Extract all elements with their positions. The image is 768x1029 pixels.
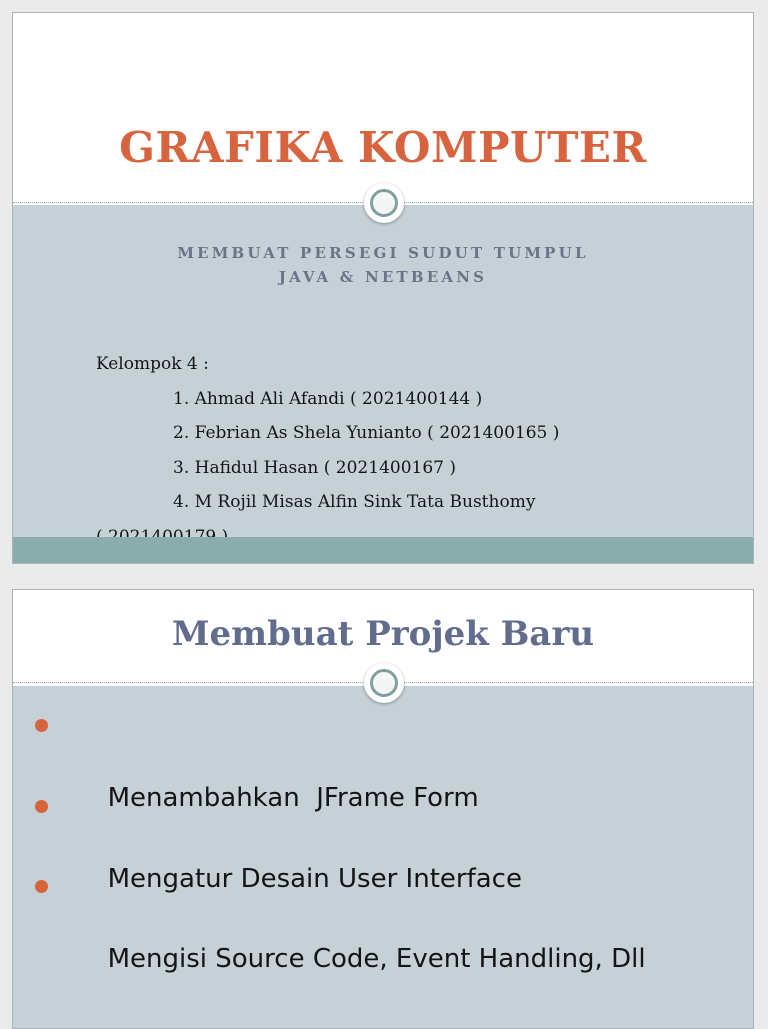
slide-1-title-area <box>13 13 753 205</box>
bullet-item <box>33 708 646 813</box>
member-item: 1. Ahmad Ali Afandi ( 2021400144 ) <box>173 388 483 409</box>
subtitle-line-1: MEMBUAT PERSEGI SUDUT TUMPUL <box>177 244 589 262</box>
bullet-item <box>33 789 646 894</box>
bullet-icon <box>35 880 48 893</box>
slide-1 <box>12 12 754 564</box>
slide-1-subtitle <box>13 241 753 289</box>
bullet-text: Mengatur Desain User Interface <box>107 863 522 894</box>
bullet-icon <box>35 800 48 813</box>
bullet-item <box>33 869 646 974</box>
group-label: Kelompok 4 : <box>96 354 209 374</box>
circle-ornament-icon <box>364 663 404 703</box>
bullet-text: Mengisi Source Code, Event Handling, Dll <box>107 944 646 974</box>
member-list <box>96 347 716 554</box>
slide-1-title: GRAFIKA KOMPUTER <box>119 123 647 172</box>
circle-ornament-icon <box>364 183 404 223</box>
footer-band <box>13 537 753 564</box>
member-item: 4. M Rojil Misas Alfin Sink Tata Busthomy <box>173 492 536 512</box>
slide-2-title: Membuat Projek Baru <box>171 614 595 654</box>
bullet-text: Menambahkan JFrame Form <box>107 783 479 813</box>
slide-2 <box>12 589 754 1029</box>
member-item: 2. Febrian As Shela Yunianto ( 2021400165 ) <box>173 423 560 443</box>
subtitle-line-2: JAVA & NETBEANS <box>278 268 488 286</box>
bullet-icon <box>35 719 48 732</box>
member-item: 3. Hafidul Hasan ( 2021400167 ) <box>173 457 456 478</box>
bullet-list <box>33 708 646 974</box>
